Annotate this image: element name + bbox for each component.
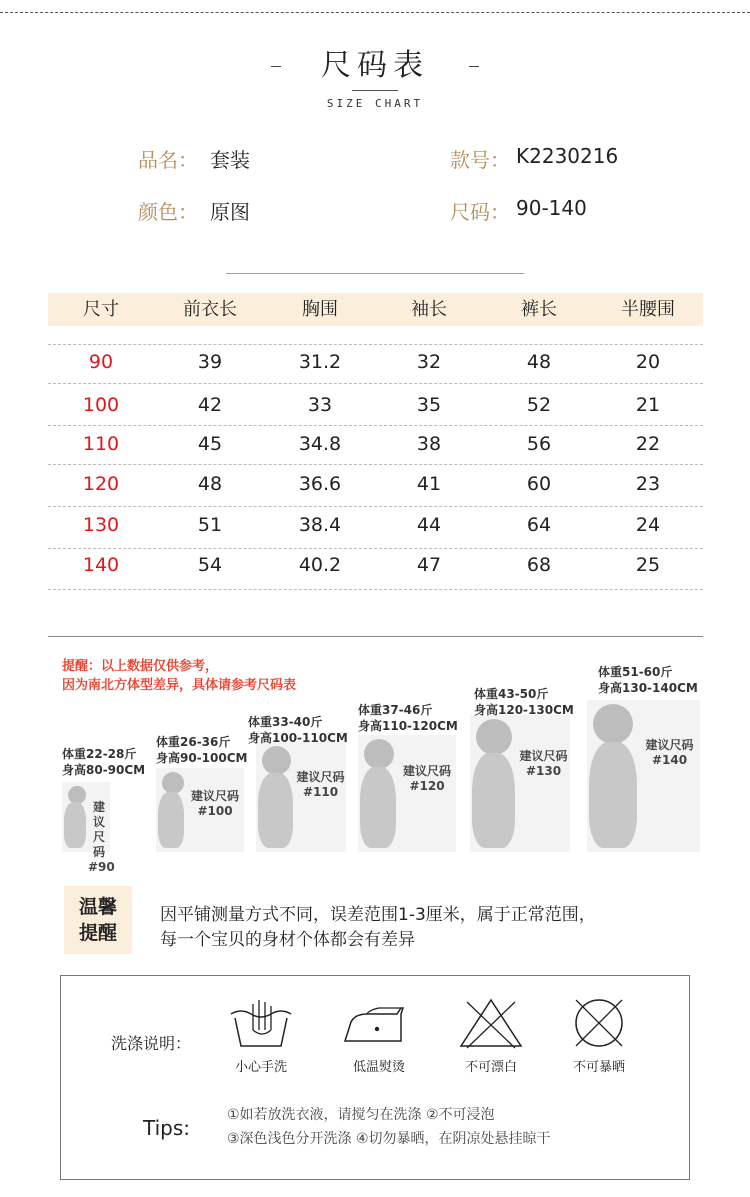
weight-height-info (156, 734, 247, 766)
measure-cell: 52 (526, 394, 552, 416)
recommended-size-label (639, 738, 700, 768)
measure-cell: 44 (416, 514, 442, 536)
recommended-size-label (398, 764, 456, 794)
measure-cell: 35 (416, 394, 442, 416)
height-range: 身高120-130CM (474, 703, 574, 717)
measure-cell: 51 (197, 514, 223, 536)
measure-cell: 21 (635, 394, 661, 416)
reminder-line-2: 因为南北方体型差异，具体请参考尺码表 (62, 678, 297, 693)
height-range: 身高90-100CM (156, 751, 248, 765)
title-right-dash (469, 66, 479, 67)
hand-wash-icon (221, 996, 301, 1051)
style-value: K2230216 (516, 144, 619, 168)
weight-range: 体重22-28斤 (62, 747, 137, 761)
measure-cell: 38.4 (298, 514, 342, 536)
top-divider (0, 12, 750, 13)
measure-cell: 36.6 (298, 473, 342, 495)
size-cell: 100 (82, 394, 120, 416)
height-range: 身高100-110CM (248, 731, 348, 745)
measure-cell: 25 (635, 554, 661, 576)
page-subtitle: SIZE CHART (326, 97, 424, 110)
size-cell: 110 (82, 433, 120, 455)
recommended-size-text: 建议尺码 (296, 770, 345, 784)
measure-cell: 23 (635, 473, 661, 495)
name-value: 套装 (210, 148, 250, 172)
measure-cell: 41 (416, 473, 442, 495)
measure-cell: 40.2 (298, 554, 342, 576)
title-underline (352, 90, 398, 91)
row-divider (48, 548, 703, 549)
recommended-size-text: 建议尺码 (190, 789, 239, 803)
section-divider (48, 636, 703, 637)
tips-label: Tips: (143, 1116, 191, 1140)
col-header: 袖长 (411, 299, 447, 320)
row-divider (48, 344, 703, 345)
care-instructions (60, 975, 690, 1180)
tip-line-1: ①如若放洗衣液，请搅匀在洗涤 ②不可浸泡 (227, 1107, 495, 1123)
low-iron-caption: 低温熨烫 (352, 1060, 405, 1075)
row-divider (48, 506, 703, 507)
size-guide-card (256, 742, 346, 852)
measure-cell: 34.8 (298, 433, 342, 455)
measure-cell: 60 (526, 473, 552, 495)
measure-cell: 22 (635, 433, 661, 455)
weight-height-info (248, 714, 348, 746)
weight-range: 体重26-36斤 (156, 735, 231, 749)
child-silhouette-body (158, 792, 184, 848)
measure-cell: 54 (197, 554, 223, 576)
warm-tip-label-1: 温馨 (78, 896, 117, 918)
row-divider (48, 425, 703, 426)
size-label: 尺码： (450, 200, 510, 224)
tip-line-2: ③深色浅色分开洗涤 ④切勿暴晒，在阴凉处悬挂晾干 (227, 1131, 551, 1147)
measure-cell: 39 (197, 351, 223, 373)
child-silhouette-body (258, 773, 293, 848)
weight-height-info (358, 702, 458, 734)
measure-cell: 47 (416, 554, 442, 576)
size-cell: 140 (82, 554, 120, 576)
weight-height-info (474, 686, 574, 718)
recommended-size-value: #90 (88, 860, 115, 874)
page-title (0, 40, 750, 84)
measure-cell: 42 (197, 394, 223, 416)
no-bleach-icon (451, 996, 531, 1051)
size-cell: 90 (88, 351, 114, 373)
child-silhouette-head (162, 772, 184, 794)
no-sun-dry-caption: 不可暴晒 (572, 1060, 625, 1075)
weight-range: 体重51-60斤 (598, 665, 673, 679)
no-bleach-caption: 不可漂白 (464, 1060, 517, 1075)
row-divider (48, 464, 703, 465)
child-silhouette-head (476, 719, 512, 755)
info-separator (226, 273, 524, 274)
size-cell: 130 (82, 514, 120, 536)
no-sun-dry-icon (559, 996, 639, 1051)
warm-tip-text-1: 因平铺测量方式不同，误差范围1-3厘米，属于正常范围， (160, 905, 596, 925)
low-iron-icon (339, 996, 419, 1051)
weight-height-info (598, 664, 698, 696)
recommended-size-label (88, 800, 115, 875)
measure-cell: 20 (635, 351, 661, 373)
measure-cell: 32 (416, 351, 442, 373)
height-range: 身高110-120CM (358, 719, 458, 733)
recommended-size-label (295, 770, 346, 800)
recommended-size-value: #110 (302, 785, 339, 799)
measure-cell: 31.2 (298, 351, 342, 373)
measure-cell: 68 (526, 554, 552, 576)
title-text: 尺码表 (321, 48, 429, 83)
col-header: 尺寸 (83, 299, 119, 320)
color-value: 原图 (210, 200, 250, 224)
child-silhouette-body (64, 802, 86, 848)
size-cell: 120 (82, 473, 120, 495)
weight-range: 体重33-40斤 (248, 715, 323, 729)
weight-range: 体重43-50斤 (474, 687, 549, 701)
recommended-size-value: #100 (197, 804, 233, 818)
measure-cell: 24 (635, 514, 661, 536)
size-guide-card (587, 700, 700, 852)
size-guide-card (470, 715, 570, 852)
recommended-size-text: 建议尺码 (519, 749, 568, 763)
measure-cell: 45 (197, 433, 223, 455)
measure-cell: 33 (307, 394, 333, 416)
child-silhouette-body (472, 753, 515, 848)
reminder-line-1: 提醒：以上数据仅供参考， (62, 659, 219, 674)
child-silhouette-body (360, 767, 396, 848)
size-guide-card (62, 782, 115, 874)
size-value: 90-140 (516, 196, 587, 220)
height-range: 身高130-140CM (598, 681, 698, 695)
row-divider (48, 589, 703, 590)
size-guide-card (358, 735, 456, 852)
care-title: 洗涤说明： (111, 1034, 192, 1053)
recommended-size-text: 建议尺码 (402, 764, 451, 778)
measure-cell: 56 (526, 433, 552, 455)
child-silhouette-head (593, 704, 633, 744)
col-header: 前衣长 (183, 299, 237, 320)
recommended-size-value: #140 (651, 753, 688, 767)
warm-tip-text-2: 每一个宝贝的身材个体都会有差异 (160, 930, 415, 950)
weight-height-info (62, 746, 145, 778)
weight-range: 体重37-46斤 (358, 703, 433, 717)
col-header: 半腰围 (621, 299, 675, 320)
warm-tip-label-2: 提醒 (78, 922, 117, 944)
style-label: 款号： (450, 148, 510, 172)
row-divider (48, 383, 703, 384)
child-silhouette-body (589, 742, 637, 848)
name-label: 品名： (138, 148, 198, 172)
recommended-size-text: 建议尺码 (645, 738, 694, 752)
color-label: 颜色： (138, 200, 198, 224)
col-header: 胸围 (302, 299, 338, 320)
col-header: 裤长 (521, 299, 557, 320)
hand-wash-caption: 小心手洗 (234, 1060, 287, 1075)
measure-cell: 48 (526, 351, 552, 373)
child-silhouette-head (364, 739, 394, 769)
recommended-size-label (517, 749, 570, 779)
recommended-size-value: #120 (409, 779, 445, 793)
height-range: 身高80-90CM (62, 763, 146, 777)
size-guide-card (156, 768, 244, 852)
recommended-size-text: 建议尺码 (92, 800, 105, 859)
title-left-dash (271, 66, 281, 67)
child-silhouette-head (262, 746, 291, 775)
measure-cell: 64 (526, 514, 552, 536)
measure-cell: 48 (197, 473, 223, 495)
recommended-size-value: #130 (525, 764, 562, 778)
warm-tip-badge (64, 886, 132, 954)
recommended-size-label (186, 789, 244, 819)
measure-cell: 38 (416, 433, 442, 455)
size-table-header (48, 293, 703, 326)
